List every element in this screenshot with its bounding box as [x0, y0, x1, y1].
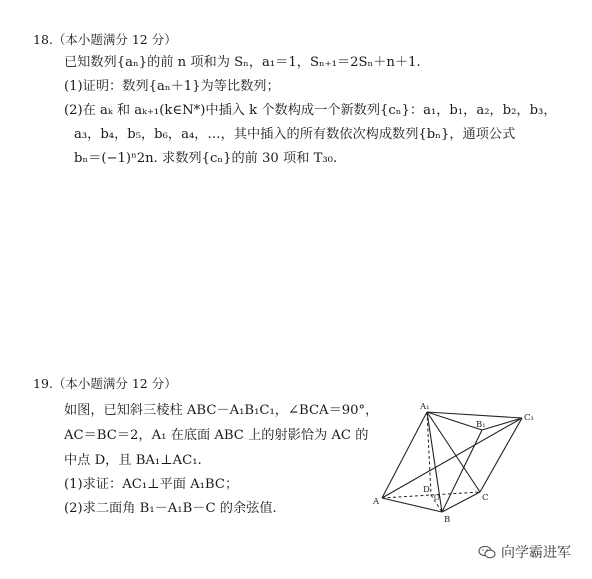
label-C: C	[482, 493, 489, 503]
q19-given-line3: 中点 D，且 BA₁⊥AC₁.	[64, 453, 202, 468]
q18-part2-line1: (2)在 aₖ 和 aₖ₊₁(k∈N*)中插入 k 个数构成一个新数列{cₙ}：a₁，b₁，a₂，b₂，b₃，	[64, 103, 557, 118]
q18-given: 已知数列{aₙ}的前 n 项和为 Sₙ，a₁＝1，Sₙ₊₁＝2Sₙ＋n＋1.	[64, 55, 421, 70]
label-D: D	[423, 485, 430, 495]
watermark	[478, 542, 571, 562]
edge-AB	[382, 498, 442, 512]
label-A1: A₁	[420, 402, 430, 412]
q18-part2-line3: bₙ＝(−1)ⁿ2n. 求数列{cₙ}的前 30 项和 T₃₀.	[74, 151, 338, 166]
segment-A1C	[427, 412, 480, 492]
q19-part1: (1)求证：AC₁⊥平面 A₁BC；	[64, 477, 239, 492]
label-B1: B₁	[476, 420, 486, 430]
q18-part1: (1)证明：数列{aₙ＋1}为等比数列；	[64, 79, 280, 94]
q19-given-line1: 如图，已知斜三棱柱 ABC－A₁B₁C₁，∠BCA＝90°，	[64, 403, 379, 418]
label-C1: C₁	[524, 413, 534, 423]
prism-diagram	[372, 400, 532, 530]
q18-part2-line2: a₃，b₄，b₅，b₆，a₄，…，其中插入的所有数依次构成数列{bₙ}，通项公式	[74, 127, 516, 142]
q19-heading: 19.（本小题满分 12 分）	[33, 376, 177, 391]
edge-BB1	[442, 430, 482, 512]
q18-heading: 18.（本小题满分 12 分）	[33, 32, 177, 47]
label-O: O	[434, 494, 440, 502]
q19-given-line2: AC＝BC＝2，A₁ 在底面 ABC 上的射影恰为 AC 的	[64, 428, 369, 443]
wechat-icon	[478, 545, 496, 559]
watermark-text: 向学霸进军	[501, 545, 571, 561]
q19-part2: (2)求二面角 B₁－A₁B－C 的余弦值.	[64, 501, 277, 516]
edge-BC	[442, 492, 480, 512]
label-B: B	[444, 515, 451, 525]
label-A: A	[373, 497, 380, 507]
